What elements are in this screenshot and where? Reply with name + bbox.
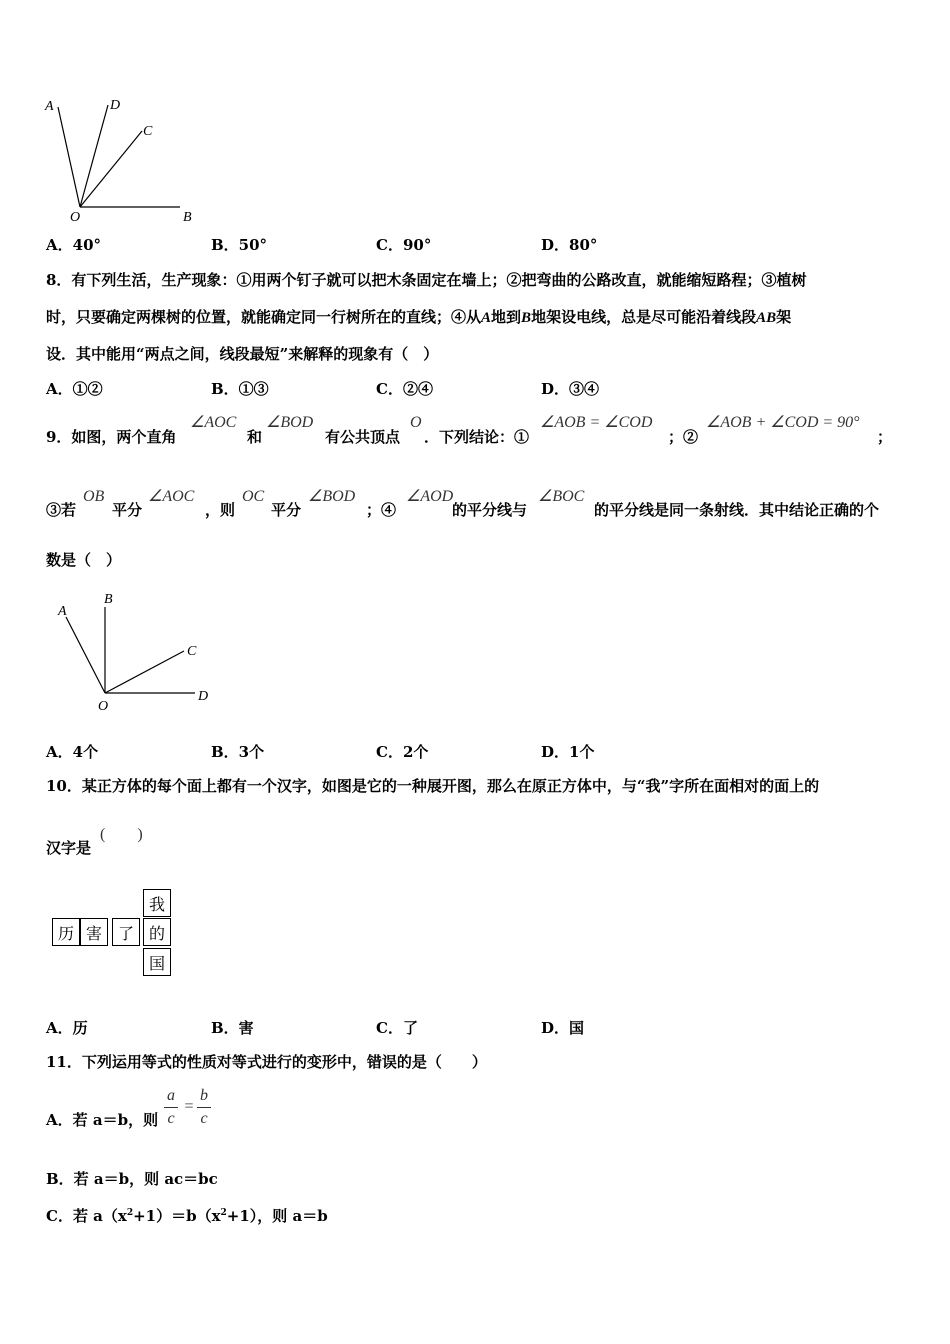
q9-math-aod: ∠AOD — [406, 488, 454, 505]
label-B: B — [104, 592, 113, 607]
q9-math-eq1: ∠AOB = ∠COD — [540, 414, 653, 431]
net-cell-wo: 我 — [143, 889, 171, 917]
q9-text-12: 的平分线与 — [452, 501, 528, 519]
q8-option-c[interactable]: C．②④ — [376, 380, 433, 398]
ray-OA — [58, 107, 80, 207]
q9-math-bod-2: ∠BOD — [308, 488, 356, 505]
q9-math-aoc-2: ∠AOC — [148, 488, 195, 505]
q9-option-c[interactable]: C．2个 — [376, 743, 429, 761]
q11-option-b[interactable]: B．若 a＝b，则 ac＝bc — [46, 1170, 218, 1188]
q9-option-b[interactable]: B．3个 — [211, 743, 265, 761]
frac2-numerator: b — [200, 1087, 208, 1104]
q9-text-5: ；② — [668, 428, 699, 446]
q7-option-d[interactable]: D．80° — [541, 236, 598, 254]
q9-text-14: 数是（ ） — [46, 551, 122, 569]
q7-option-a[interactable]: A．40° — [46, 236, 102, 254]
frac1-numerator: a — [167, 1087, 175, 1104]
q9-text-8: 平分 — [112, 501, 143, 519]
equals-sign: = — [184, 1098, 194, 1115]
q8-line-2: 时，只要确定两棵树的位置，就能确定同一行树所在的直线；④从A地到B地架设电线，总是尽可能沿着线段AB架 — [46, 308, 792, 326]
q9-text-9: ，则 — [205, 501, 236, 519]
label-B: B — [183, 210, 192, 225]
q9-text-2: 和 — [247, 428, 263, 446]
net-cell-le: 了 — [112, 918, 140, 946]
label-D: D — [110, 98, 121, 113]
label-D: D — [198, 689, 209, 704]
net-cell-hai: 害 — [80, 918, 108, 946]
q9-text-10: 平分 — [271, 501, 302, 519]
q10-option-d[interactable]: D．国 — [541, 1019, 585, 1037]
q10-paren: ( ) — [100, 826, 143, 843]
q8-option-b[interactable]: B．①③ — [211, 380, 269, 398]
net-cell-de: 的 — [143, 918, 171, 946]
q9-math-bod: ∠BOD — [266, 414, 314, 431]
q9-text-3: 有公共顶点 — [325, 428, 401, 446]
q9-text-7: ③若 — [46, 501, 77, 519]
frac2-denominator: c — [200, 1110, 208, 1127]
q9-math-eq2: ∠AOB + ∠COD = 90° — [706, 414, 860, 431]
label-A: A — [58, 604, 67, 619]
q9-math-o: O — [410, 414, 422, 431]
q7-angle-figure — [40, 95, 210, 225]
q8-line-1: 8．有下列生活，生产现象：①用两个钉子就可以把木条固定在墙上；②把弯曲的公路改直，就能缩短路程；③植树 — [46, 271, 807, 289]
q7-option-c[interactable]: C．90° — [376, 236, 432, 254]
q9-text-13: 的平分线是同一条射线．其中结论正确的个 — [594, 501, 880, 519]
q9-text-11: ；④ — [366, 501, 397, 519]
q10-option-a[interactable]: A．历 — [46, 1019, 88, 1037]
q9-option-a[interactable]: A．4个 — [46, 743, 99, 761]
net-cell-guo: 国 — [143, 948, 171, 976]
q10-line-2: 汉字是 — [46, 839, 92, 857]
q9-math-boc: ∠BOC — [538, 488, 585, 505]
q9-option-d[interactable]: D．1个 — [541, 743, 595, 761]
q8-line-3: 设．其中能用“两点之间，线段最短”来解释的现象有（ ） — [46, 345, 439, 363]
q10-option-c[interactable]: C．了 — [376, 1019, 418, 1037]
q9-text-4: ．下列结论：① — [424, 428, 530, 446]
q9-text-6: ； — [877, 428, 893, 446]
q9-text-1: 9．如图，两个直角 — [46, 428, 177, 446]
q8-option-a[interactable]: A．①② — [46, 380, 103, 398]
q10-line-1: 10．某正方体的每个面上都有一个汉字，如图是它的一种展开图，那么在原正方体中，与“我”字所在面相对的面上的 — [46, 777, 820, 795]
q11-option-c[interactable]: C．若 $a(x^2+1)=b(x^2+1)$，则 a＝b — [46, 1207, 328, 1225]
label-O: O — [70, 210, 81, 225]
q8-option-d[interactable]: D．③④ — [541, 380, 600, 398]
q10-option-b[interactable]: B．害 — [211, 1019, 254, 1037]
ray-OC — [80, 131, 142, 207]
label-A: A — [45, 99, 54, 114]
frac2-bar — [197, 1107, 211, 1108]
label-O: O — [98, 699, 109, 714]
label-C: C — [143, 124, 153, 139]
ray-OD — [80, 105, 108, 207]
net-cell-li: 历 — [52, 918, 80, 946]
q9-angle-figure — [50, 585, 230, 715]
ray-OC — [105, 651, 184, 693]
q7-option-b[interactable]: B．50° — [211, 236, 268, 254]
frac1-bar — [164, 1107, 178, 1108]
ray-OA — [66, 617, 105, 693]
q9-math-oc: OC — [242, 488, 265, 505]
q11-option-a[interactable]: A．若 a＝b，则 — [46, 1111, 159, 1129]
q9-math-ob: OB — [83, 488, 105, 505]
q11-stem: 11．下列运用等式的性质对等式进行的变形中，错误的是（ ） — [46, 1053, 487, 1071]
frac1-denominator: c — [167, 1110, 175, 1127]
label-C: C — [187, 644, 197, 659]
q9-math-aoc: ∠AOC — [190, 414, 237, 431]
